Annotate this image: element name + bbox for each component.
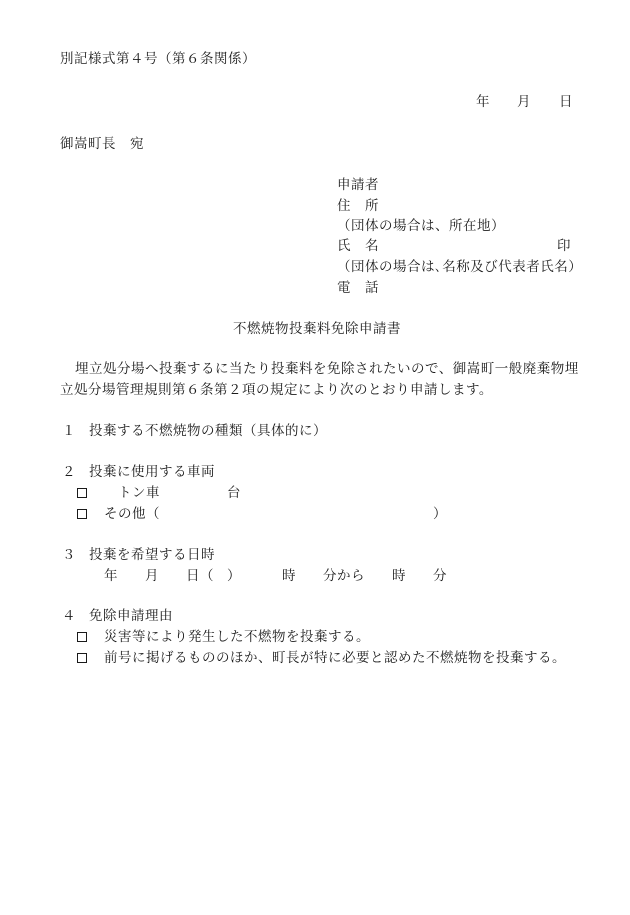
section-3-number: ３ (62, 547, 76, 563)
vehicle-other-checkbox[interactable] (77, 509, 87, 519)
section-2-number: ２ (62, 464, 76, 480)
name-note: （団体の場合は､名称及び代表者氏名） (337, 259, 583, 275)
reason-other-checkbox[interactable] (77, 653, 87, 663)
schedule-month: 月 (145, 568, 159, 584)
seal-mark: 印 (557, 238, 571, 254)
name-label: 氏 名 (337, 238, 379, 254)
schedule-weekday-close: ） (227, 568, 241, 584)
reason-disaster-label: 災害等により発生した不燃物を投棄する。 (104, 629, 370, 645)
date-year: 年 (476, 94, 490, 110)
schedule-minute-end: 分 (433, 568, 447, 584)
phone-label: 電 話 (337, 280, 379, 296)
reason-disaster-checkbox[interactable] (77, 632, 87, 642)
document-title: 不燃焼物投棄料免除申請書 (233, 321, 401, 337)
section-4-heading: 免除申請理由 (89, 608, 173, 624)
section-2-heading: 投棄に使用する車両 (89, 464, 215, 480)
reason-other-label: 前号に掲げるもののほか、町長が特に必要と認めた不燃焼物を投棄する。 (104, 650, 566, 666)
section-3-heading: 投棄を希望する日時 (89, 547, 215, 563)
truck-unit: トン車 (118, 485, 160, 501)
form-id: 別記様式第４号（第６条関係） (60, 51, 256, 67)
section-4-number: ４ (62, 608, 76, 624)
schedule-minute-from: 分から (323, 568, 365, 584)
intro-line-2: 立処分場管理規則第６条第２項の規定により次のとおり申請します。 (60, 382, 493, 398)
schedule-hour-start: 時 (282, 568, 296, 584)
addressee: 御嵩町長 宛 (60, 136, 144, 152)
applicant-label: 申請者 (337, 177, 379, 193)
address-label: 住 所 (337, 198, 379, 214)
truck-count-unit: 台 (227, 485, 241, 501)
section-1-heading: 投棄する不燃焼物の種類（具体的に） (89, 423, 327, 439)
section-1-number: １ (62, 423, 76, 439)
date-month: 月 (517, 94, 531, 110)
address-note: （団体の場合は、所在地） (337, 218, 505, 234)
date-day: 日 (559, 94, 573, 110)
intro-line-1: 埋立処分場へ投棄するに当たり投棄料を免除されたいので、御嵩町一般廃棄物埋 (75, 361, 579, 377)
vehicle-other-close: ） (433, 506, 447, 522)
vehicle-other-label: その他（ (104, 506, 160, 522)
schedule-year: 年 (104, 568, 118, 584)
vehicle-truck-checkbox[interactable] (77, 488, 87, 498)
schedule-day: 日（ (186, 568, 214, 584)
schedule-hour-end: 時 (392, 568, 406, 584)
